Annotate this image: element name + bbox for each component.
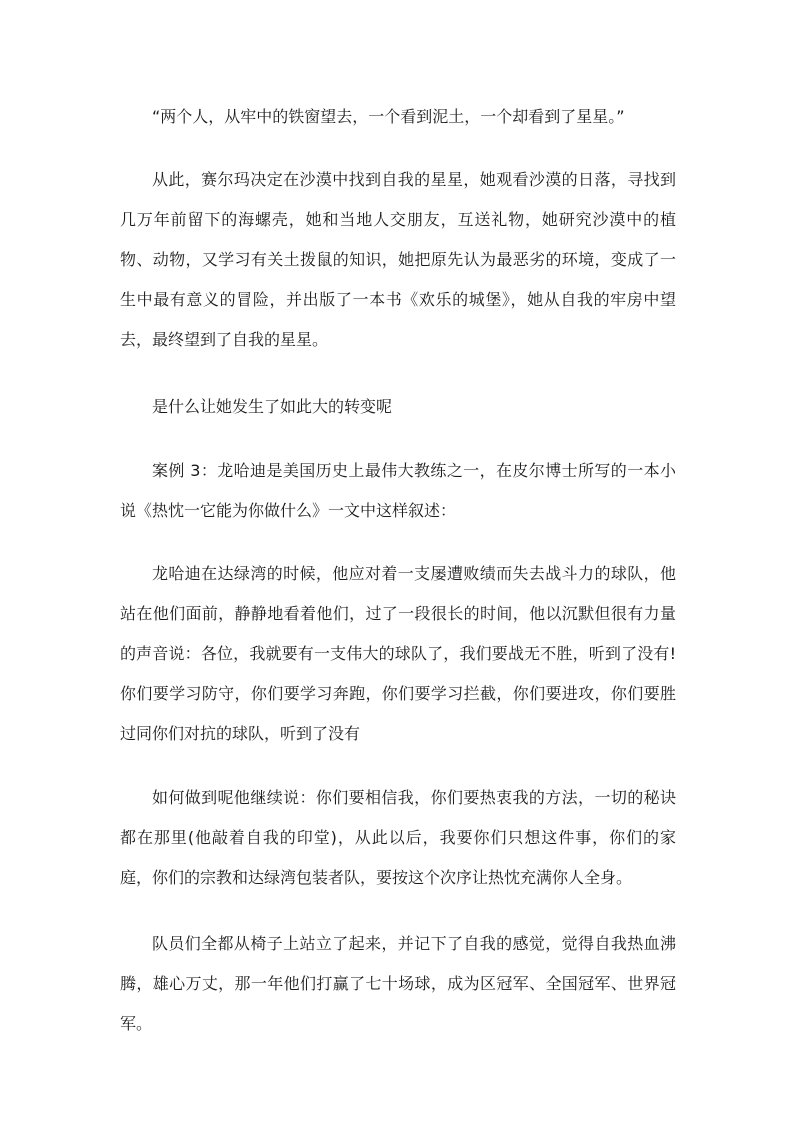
paragraph-selma-story: 从此，赛尔玛决定在沙漠中找到自我的星星，她观看沙漠的日落，寻找到几万年前留下的海螺壳，她和当地人交朋友，互送礼物，她研究沙漠中的植物、动物，又学习有关土拨鼠的知识，她把原先认为最恶劣的环境，变成了一生中最有意义的冒险，并出版了一本书《欢乐的城堡》，她从自我的牢房中望去，最终望到了自我的星星。 (120, 170, 676, 349)
paragraph-how-to-achieve: 如何做到呢他继续说：你们要相信我，你们要热衷我的方法，一切的秘诀都在那里(他敲着自我的印堂)，从此以后，我要你们只想这件事，你们的家庭，你们的宗教和达绿湾包装者队，要按这个次序让热忱充满你人全身。 (120, 788, 676, 887)
paragraph-question: 是什么让她发生了如此大的转变呢 (152, 397, 393, 416)
paragraph-team-result: 队员们全都从椅子上站立了起来，并记下了自我的感觉，觉得自我热血沸腾，雄心万丈，那一年他们打赢了七十场球，成为区冠军、全国冠军、世界冠军。 (120, 934, 676, 1033)
paragraph-quote: “两个人，从牢中的铁窗望去，一个看到泥土，一个却看到了星星。” (152, 107, 625, 126)
paragraph-case-3-intro: 案例 3：龙哈迪是美国历史上最伟大教练之一，在皮尔博士所写的一本小说《热忱一它能为你做什么》一文中这样叙述： (120, 461, 676, 520)
paragraph-lombardi-speech: 龙哈迪在达绿湾的时候，他应对着一支屡遭败绩而失去战斗力的球队，他站在他们面前，静静地看着他们，过了一段很长的时间，他以沉默但很有力量的声音说：各位，我就要有一支伟大的球队了，我们要战无不胜，听到了没有!你们要学习防守，你们要学习奔跑，你们要学习拦截，你们要进攻，你们要胜过同你们对抗的球队，听到了没有 (120, 564, 676, 743)
